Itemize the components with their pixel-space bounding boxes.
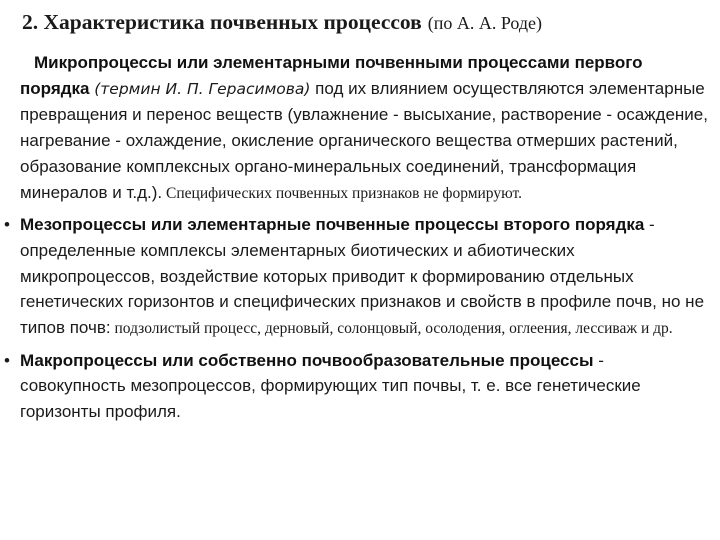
- slide-body: [4, 50, 710, 425]
- list-item-macroprocesses: [4, 348, 710, 425]
- paragraph-microprocesses: [20, 50, 710, 206]
- microprocesses-description: под их влиянием осуществляются элементарные превращения и перенос веществ (увлажнение - высыхание, растворение - осаждение, нагревание - охлаждение, окисление органического вещества отмерших растений, образование комплексных органо-минеральных соединений, трансформация минералов и т.д.).: [20, 78, 708, 202]
- title-attribution: (по А. А. Роде): [427, 13, 543, 33]
- term-attribution: (термин И. П. Герасимова): [94, 79, 311, 98]
- mesoprocesses-description: - определенные комплексы элементарных биотических и абиотических микропроцессов, воздействие которых приводит к формированию отдельных генетических горизонтов и специфических признаков и свойств в профиле почв, но не типов почв:: [20, 215, 705, 338]
- bullet-marker: •: [4, 350, 10, 370]
- slide-title: [22, 8, 712, 37]
- mesoprocesses-examples: подзолистый процесс, дерновый, солонцовый, осолодения, оглеения, лессиваж и др.: [110, 320, 673, 338]
- macroprocesses-description: - совокупность мезопроцессов, формирующих тип почвы, т. е. все генетические горизонты профиля.: [20, 350, 641, 422]
- list-item-mesoprocesses: [4, 212, 710, 342]
- bullet-marker: •: [4, 215, 10, 235]
- microprocesses-note: Специфических почвенных признаков не формируют.: [162, 184, 522, 202]
- title-main: 2. Характеристика почвенных процессов: [22, 10, 422, 34]
- term-microprocesses: Микропроцессы или элементарными почвенными процессами первого порядка: [20, 53, 643, 98]
- term-mesoprocesses: Мезопроцессы или элементарные почвенные процессы второго порядка: [20, 215, 645, 235]
- term-macroprocesses: Макропроцессы или собственно почвообразовательные процессы: [20, 350, 594, 370]
